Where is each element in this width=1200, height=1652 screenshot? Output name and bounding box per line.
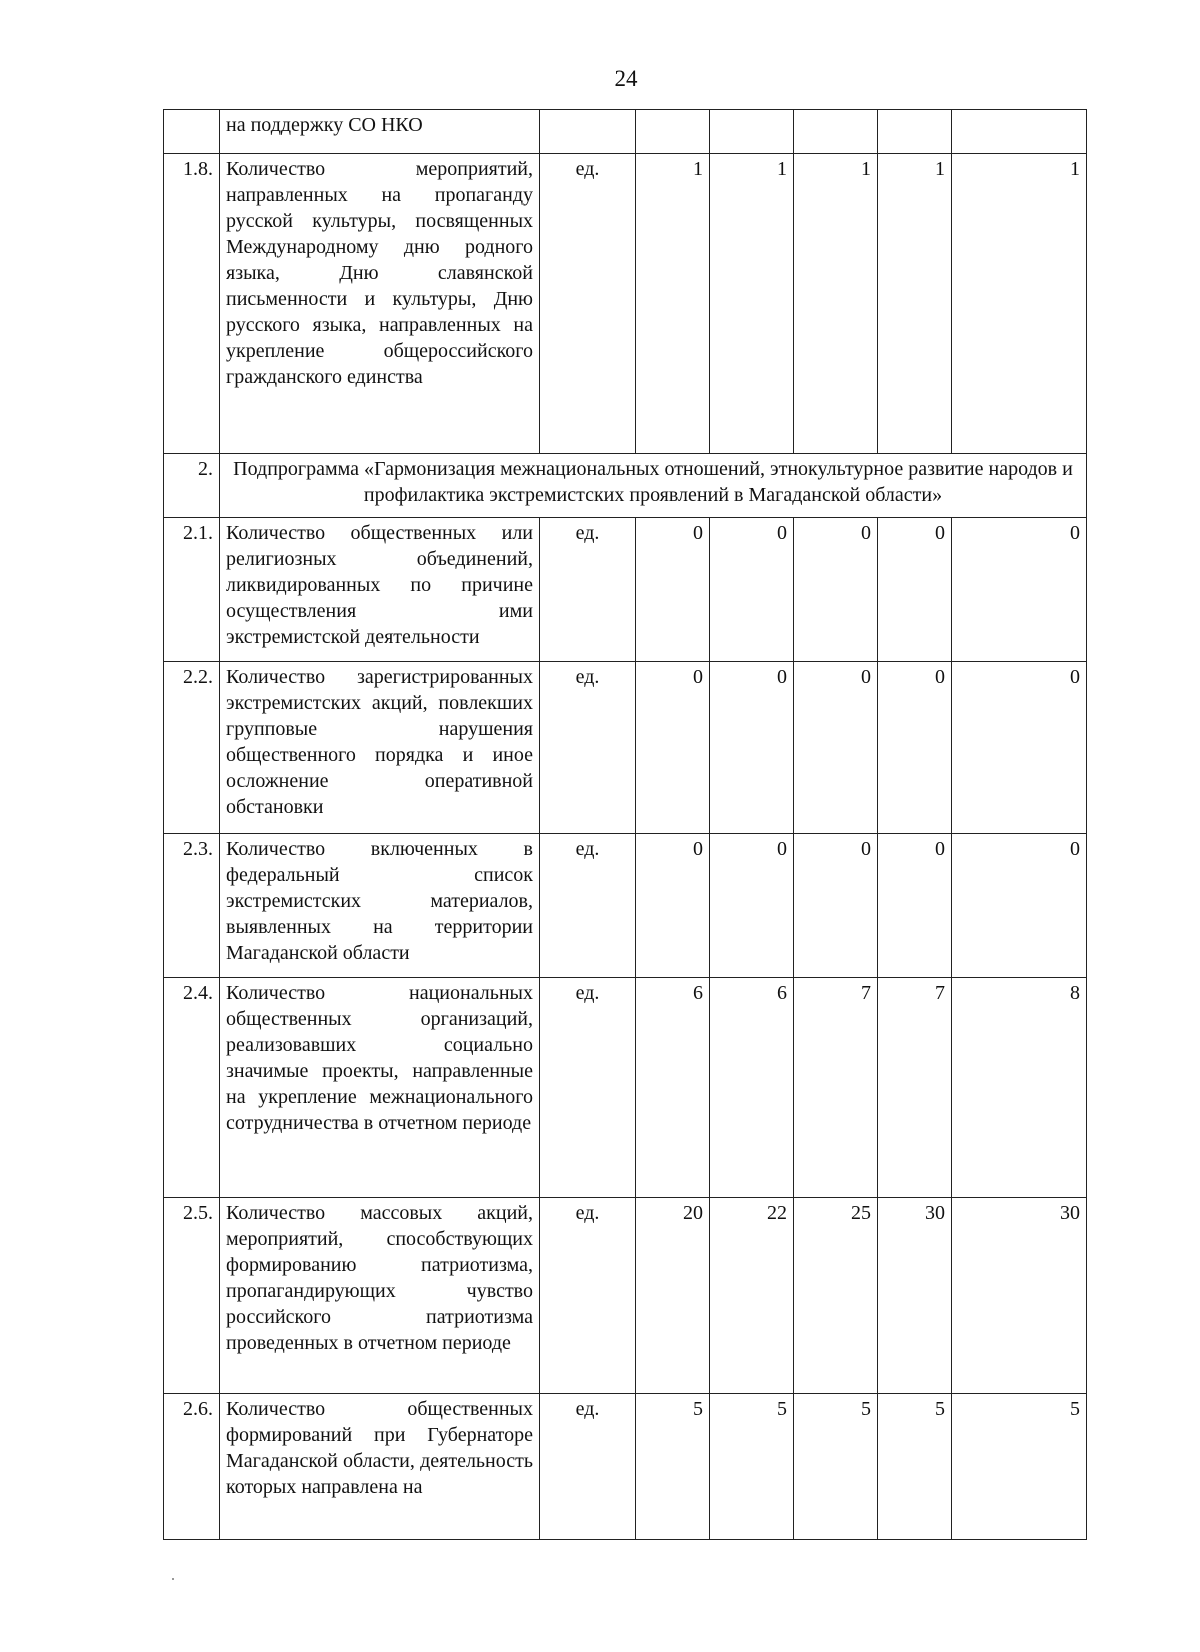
value-cell: 0 [794, 662, 878, 834]
row-number-cell: 2.5. [164, 1198, 220, 1394]
value-cell [636, 110, 710, 154]
table-row [164, 978, 1087, 1198]
value-cell: 5 [636, 1394, 710, 1540]
value-cell: 0 [952, 518, 1087, 662]
unit-cell: ед. [540, 834, 636, 978]
value-cell: 8 [952, 978, 1087, 1198]
indicator-name-cell: на поддержку СО НКО [220, 110, 540, 154]
page-number: 24 [614, 66, 638, 91]
indicator-name-cell: Количество национальных общественных организаций, реализовавших социально значимые проекты, направленные на укрепление межнационального сотрудничества в отчетном периоде [220, 978, 540, 1198]
value-cell: 1 [710, 154, 794, 454]
table-row [164, 662, 1087, 834]
unit-cell: ед. [540, 1198, 636, 1394]
table-row [164, 1198, 1087, 1394]
indicator-name-cell: Количество общественных или религиозных объединений, ликвидированных по причине осуществления ими экстремистской деятельности [220, 518, 540, 662]
row-number-cell: 2.6. [164, 1394, 220, 1540]
value-cell: 30 [878, 1198, 952, 1394]
value-cell: 0 [710, 834, 794, 978]
indicator-name-cell: Количество общественных формирований при Губернаторе Магаданской области, деятельность которых направлена на [220, 1394, 540, 1540]
value-cell: 0 [952, 662, 1087, 834]
value-cell: 0 [878, 834, 952, 978]
value-cell: 0 [878, 518, 952, 662]
value-cell: 0 [710, 518, 794, 662]
value-cell [952, 110, 1087, 154]
value-cell [710, 110, 794, 154]
value-cell: 1 [794, 154, 878, 454]
row-number-cell: 1.8. [164, 154, 220, 454]
value-cell: 30 [952, 1198, 1087, 1394]
row-number-cell: 2.2. [164, 662, 220, 834]
unit-cell: ед. [540, 154, 636, 454]
unit-cell: ед. [540, 662, 636, 834]
value-cell: 0 [710, 662, 794, 834]
subprogram-row [164, 454, 1087, 518]
value-cell: 7 [794, 978, 878, 1198]
value-cell: 5 [794, 1394, 878, 1540]
indicator-name-cell: Количество массовых акций, мероприятий, способствующих формированию патриотизма, пропагандирующих чувство российского патриотизма проведенных в отчетном периоде [220, 1198, 540, 1394]
unit-cell [540, 110, 636, 154]
table-row [164, 154, 1087, 454]
value-cell: 1 [636, 154, 710, 454]
value-cell: 0 [636, 834, 710, 978]
value-cell: 1 [878, 154, 952, 454]
value-cell: 5 [952, 1394, 1087, 1540]
value-cell [878, 110, 952, 154]
value-cell: 0 [878, 662, 952, 834]
scan-speck [172, 1578, 174, 1580]
unit-cell: ед. [540, 978, 636, 1198]
row-number-cell: 2. [164, 454, 220, 518]
value-cell: 5 [710, 1394, 794, 1540]
table-row [164, 518, 1087, 662]
table-row [164, 1394, 1087, 1540]
subprogram-title-cell: Подпрограмма «Гармонизация межнациональных отношений, этнокультурное развитие народов и профилактика экстремистских проявлений в Магаданской области» [220, 454, 1087, 518]
indicator-name-cell: Количество включенных в федеральный список экстремистских материалов, выявленных на территории Магаданской области [220, 834, 540, 978]
value-cell: 20 [636, 1198, 710, 1394]
row-number-cell: 2.4. [164, 978, 220, 1198]
value-cell [794, 110, 878, 154]
row-number-cell: 2.3. [164, 834, 220, 978]
row-number-cell [164, 110, 220, 154]
table-row [164, 834, 1087, 978]
value-cell: 1 [952, 154, 1087, 454]
value-cell: 0 [794, 518, 878, 662]
unit-cell: ед. [540, 1394, 636, 1540]
value-cell: 25 [794, 1198, 878, 1394]
indicators-table [163, 109, 1087, 1540]
value-cell: 6 [636, 978, 710, 1198]
value-cell: 0 [794, 834, 878, 978]
value-cell: 5 [878, 1394, 952, 1540]
value-cell: 7 [878, 978, 952, 1198]
value-cell: 22 [710, 1198, 794, 1394]
value-cell: 0 [952, 834, 1087, 978]
indicator-name-cell: Количество зарегистрированных экстремистских акций, повлекших групповые нарушения общественного порядка и иное осложнение оперативной обстановки [220, 662, 540, 834]
unit-cell: ед. [540, 518, 636, 662]
value-cell: 0 [636, 518, 710, 662]
table-row [164, 110, 1087, 154]
indicator-name-cell: Количество мероприятий, направленных на пропаганду русской культуры, посвященных Международному дню родного языка, Дню славянской письменности и культуры, Дню русского языка, направленных на укрепление общероссийского гражданского единства [220, 154, 540, 454]
value-cell: 6 [710, 978, 794, 1198]
row-number-cell: 2.1. [164, 518, 220, 662]
value-cell: 0 [636, 662, 710, 834]
